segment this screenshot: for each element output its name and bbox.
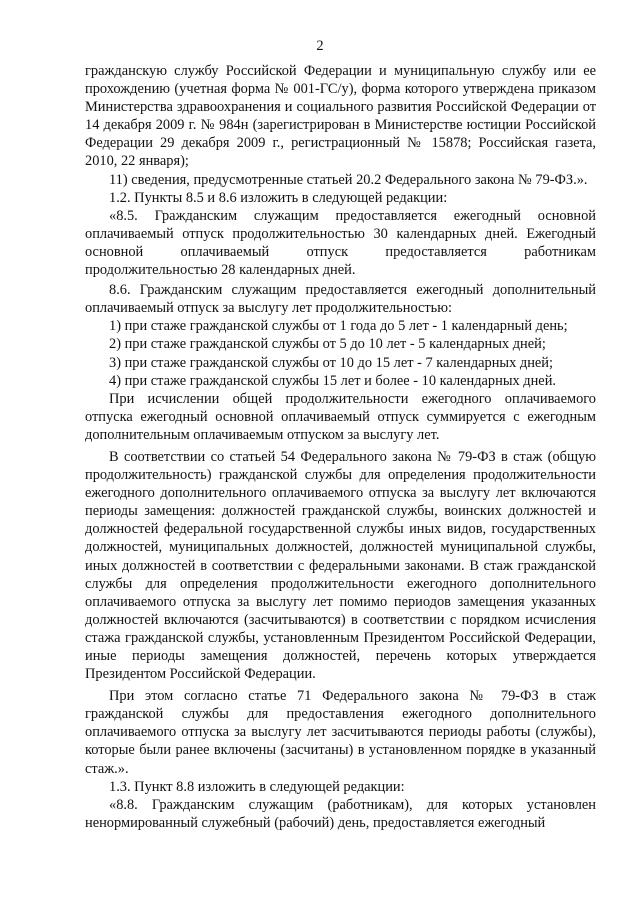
paragraph-article-54: В соответствии со статьей 54 Федерального закона № 79-ФЗ в стаж (общую продолжительность) гражданской службы для определения продолжительности ежегодного дополнительного оплачиваемого отпуска за выслугу лет включаются периоды замещения: должностей гражданской службы, воинских должностей и должностей федеральной государственной службы иных видов, государственных должностей, муниципальных должностей, должностей муниципальной службы, иных должностей в соответствии с федеральными законами. В стаж гражданской службы для определения продолжительности ежегодного дополнительного оплачиваемого отпуска за выслугу лет помимо периодов замещения указанных должностей включаются (засчитываются) в соответствии с порядком исчисления стажа гражданской службы, установленным Президентом Российской Федерации, иные периоды замещения должностей, перечень которых утверждается Президентом Российской Федерации.	[85, 448, 596, 683]
paragraph-1-3: 1.3. Пункт 8.8 изложить в следующей редакции:	[109, 778, 405, 795]
paragraph-8-8: «8.8. Гражданским служащим (работникам), для которых установлен ненормированный служебный (рабочий) день, предоставляется ежегодный	[85, 796, 596, 831]
list-item-1: 1) при стаже гражданской службы от 1 года до 5 лет - 1 календарный день;	[109, 318, 568, 335]
paragraph-article-71: При этом согласно статье 71 Федерального закона № 79-ФЗ в стаж гражданской службы для предоставления ежегодного дополнительного оплачиваемого отпуска за выслугу лет засчитываются периоды работы (службы), которые были ранее включены (засчитаны) в установленном порядке в указанный стаж.».	[85, 688, 596, 777]
list-item-2: 2) при стаже гражданской службы от 5 до 10 лет - 5 календарных дней;	[109, 336, 546, 353]
paragraph-item-11: 11) сведения, предусмотренные статьей 20.2 Федерального закона № 79-ФЗ.».	[109, 171, 588, 188]
paragraph-continuation: гражданскую службу Российской Федерации и муниципальную службу или ее прохождению (учетная форма № 001-ГС/у), форма которого утверждена приказом Министерства здравоохранения и социального развития Российской Федерации от 14 декабря 2009 г. № 984н (зарегистрирован в Министерстве юстиции Российской Федерации 29 декабря 2009 г., регистрационный № 15878; Российская газета, 2010, 22 января);	[85, 63, 596, 170]
paragraph-8-6: 8.6. Гражданским служащим предоставляется ежегодный дополнительный оплачиваемый отпуск за выслугу лет продолжительностью:	[85, 282, 596, 317]
list-item-3: 3) при стаже гражданской службы от 10 до 15 лет - 7 календарных дней;	[109, 354, 554, 371]
paragraph-8-5: «8.5. Гражданским служащим предоставляется ежегодный основной оплачиваемый отпуск продолжительностью 30 календарных дней. Ежегодный основной оплачиваемый отпуск предоставляется работникам продолжительностью 28 календарных дней.	[85, 207, 596, 279]
list-item-4: 4) при стаже гражданской службы 15 лет и более - 10 календарных дней.	[109, 372, 556, 389]
paragraph-1-2: 1.2. Пункты 8.5 и 8.6 изложить в следующей редакции:	[109, 189, 448, 206]
document-body	[85, 62, 596, 832]
paragraph-calculation: При исчислении общей продолжительности ежегодного оплачиваемого отпуска ежегодный основной оплачиваемый отпуск суммируется с ежегодным дополнительным оплачиваемым отпуском за выслугу лет.	[85, 390, 596, 443]
page-number: 2	[316, 38, 324, 54]
